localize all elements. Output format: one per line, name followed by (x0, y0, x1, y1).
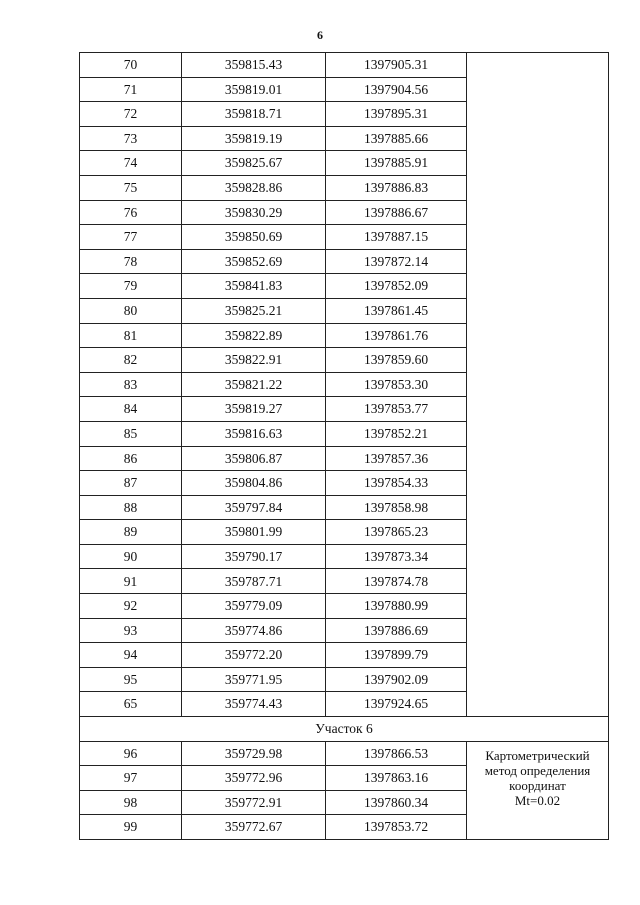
x-coordinate-cell: 359841.83 (182, 274, 326, 299)
point-number-cell: 98 (80, 790, 182, 815)
note-cell-empty (467, 53, 609, 717)
x-coordinate-cell: 359816.63 (182, 421, 326, 446)
y-coordinate-cell: 1397905.31 (326, 53, 467, 78)
x-coordinate-cell: 359790.17 (182, 544, 326, 569)
page-number: 6 (317, 28, 323, 42)
y-coordinate-cell: 1397854.33 (326, 471, 467, 496)
point-number-cell: 93 (80, 618, 182, 643)
x-coordinate-cell: 359819.19 (182, 126, 326, 151)
x-coordinate-cell: 359819.27 (182, 397, 326, 422)
x-coordinate-cell: 359787.71 (182, 569, 326, 594)
point-number-cell: 82 (80, 348, 182, 373)
x-coordinate-cell: 359771.95 (182, 667, 326, 692)
y-coordinate-cell: 1397885.66 (326, 126, 467, 151)
y-coordinate-cell: 1397902.09 (326, 667, 467, 692)
y-coordinate-cell: 1397861.76 (326, 323, 467, 348)
y-coordinate-cell: 1397904.56 (326, 77, 467, 102)
point-number-cell: 99 (80, 815, 182, 840)
y-coordinate-cell: 1397860.34 (326, 790, 467, 815)
point-number-cell: 74 (80, 151, 182, 176)
y-coordinate-cell: 1397886.69 (326, 618, 467, 643)
method-note (467, 741, 609, 839)
x-coordinate-cell: 359828.86 (182, 175, 326, 200)
point-number-cell: 83 (80, 372, 182, 397)
method-note-line: Mt=0.02 (514, 792, 561, 808)
y-coordinate-cell: 1397895.31 (326, 102, 467, 127)
point-number-cell: 72 (80, 102, 182, 127)
section-row (80, 717, 609, 742)
point-number-cell: 90 (80, 544, 182, 569)
y-coordinate-cell: 1397857.36 (326, 446, 467, 471)
y-coordinate-cell: 1397863.16 (326, 766, 467, 791)
point-number-cell: 86 (80, 446, 182, 471)
method-note-line: Картометрический (485, 747, 590, 763)
y-coordinate-cell: 1397886.67 (326, 200, 467, 225)
y-coordinate-cell: 1397872.14 (326, 249, 467, 274)
y-coordinate-cell: 1397873.34 (326, 544, 467, 569)
point-number-cell: 89 (80, 520, 182, 545)
x-coordinate-cell: 359822.91 (182, 348, 326, 373)
x-coordinate-cell: 359815.43 (182, 53, 326, 78)
table-row (80, 741, 609, 766)
y-coordinate-cell: 1397885.91 (326, 151, 467, 176)
y-coordinate-cell: 1397886.83 (326, 175, 467, 200)
point-number-cell: 88 (80, 495, 182, 520)
y-coordinate-cell: 1397858.98 (326, 495, 467, 520)
y-coordinate-cell: 1397865.23 (326, 520, 467, 545)
x-coordinate-cell: 359825.21 (182, 298, 326, 323)
point-number-cell: 80 (80, 298, 182, 323)
point-number-cell: 71 (80, 77, 182, 102)
x-coordinate-cell: 359825.67 (182, 151, 326, 176)
point-number-cell: 87 (80, 471, 182, 496)
x-coordinate-cell: 359774.43 (182, 692, 326, 717)
table-row (80, 53, 609, 78)
coordinates-table-body (80, 53, 609, 840)
point-number-cell: 76 (80, 200, 182, 225)
x-coordinate-cell: 359806.87 (182, 446, 326, 471)
point-number-cell: 84 (80, 397, 182, 422)
coordinates-table (79, 52, 609, 840)
point-number-cell: 92 (80, 594, 182, 619)
point-number-cell: 79 (80, 274, 182, 299)
x-coordinate-cell: 359822.89 (182, 323, 326, 348)
point-number-cell: 85 (80, 421, 182, 446)
point-number-cell: 91 (80, 569, 182, 594)
x-coordinate-cell: 359818.71 (182, 102, 326, 127)
x-coordinate-cell: 359772.67 (182, 815, 326, 840)
x-coordinate-cell: 359772.96 (182, 766, 326, 791)
x-coordinate-cell: 359804.86 (182, 471, 326, 496)
point-number-cell: 95 (80, 667, 182, 692)
point-number-cell: 70 (80, 53, 182, 78)
point-number-cell: 81 (80, 323, 182, 348)
y-coordinate-cell: 1397899.79 (326, 643, 467, 668)
x-coordinate-cell: 359774.86 (182, 618, 326, 643)
y-coordinate-cell: 1397853.77 (326, 397, 467, 422)
x-coordinate-cell: 359772.20 (182, 643, 326, 668)
section-title: Участок 6 (80, 717, 609, 742)
y-coordinate-cell: 1397852.21 (326, 421, 467, 446)
x-coordinate-cell: 359852.69 (182, 249, 326, 274)
x-coordinate-cell: 359797.84 (182, 495, 326, 520)
y-coordinate-cell: 1397887.15 (326, 225, 467, 250)
x-coordinate-cell: 359819.01 (182, 77, 326, 102)
y-coordinate-cell: 1397859.60 (326, 348, 467, 373)
point-number-cell: 65 (80, 692, 182, 717)
x-coordinate-cell: 359850.69 (182, 225, 326, 250)
method-note-line: метод определения (484, 762, 591, 778)
y-coordinate-cell: 1397874.78 (326, 569, 467, 594)
y-coordinate-cell: 1397852.09 (326, 274, 467, 299)
y-coordinate-cell: 1397880.99 (326, 594, 467, 619)
x-coordinate-cell: 359779.09 (182, 594, 326, 619)
y-coordinate-cell: 1397861.45 (326, 298, 467, 323)
x-coordinate-cell: 359729.98 (182, 741, 326, 766)
x-coordinate-cell: 359821.22 (182, 372, 326, 397)
point-number-cell: 75 (80, 175, 182, 200)
y-coordinate-cell: 1397866.53 (326, 741, 467, 766)
point-number-cell: 77 (80, 225, 182, 250)
x-coordinate-cell: 359801.99 (182, 520, 326, 545)
x-coordinate-cell: 359830.29 (182, 200, 326, 225)
point-number-cell: 96 (80, 741, 182, 766)
point-number-cell: 94 (80, 643, 182, 668)
y-coordinate-cell: 1397853.72 (326, 815, 467, 840)
x-coordinate-cell: 359772.91 (182, 790, 326, 815)
y-coordinate-cell: 1397924.65 (326, 692, 467, 717)
method-note-line: координат (509, 777, 566, 793)
point-number-cell: 73 (80, 126, 182, 151)
point-number-cell: 97 (80, 766, 182, 791)
point-number-cell: 78 (80, 249, 182, 274)
y-coordinate-cell: 1397853.30 (326, 372, 467, 397)
